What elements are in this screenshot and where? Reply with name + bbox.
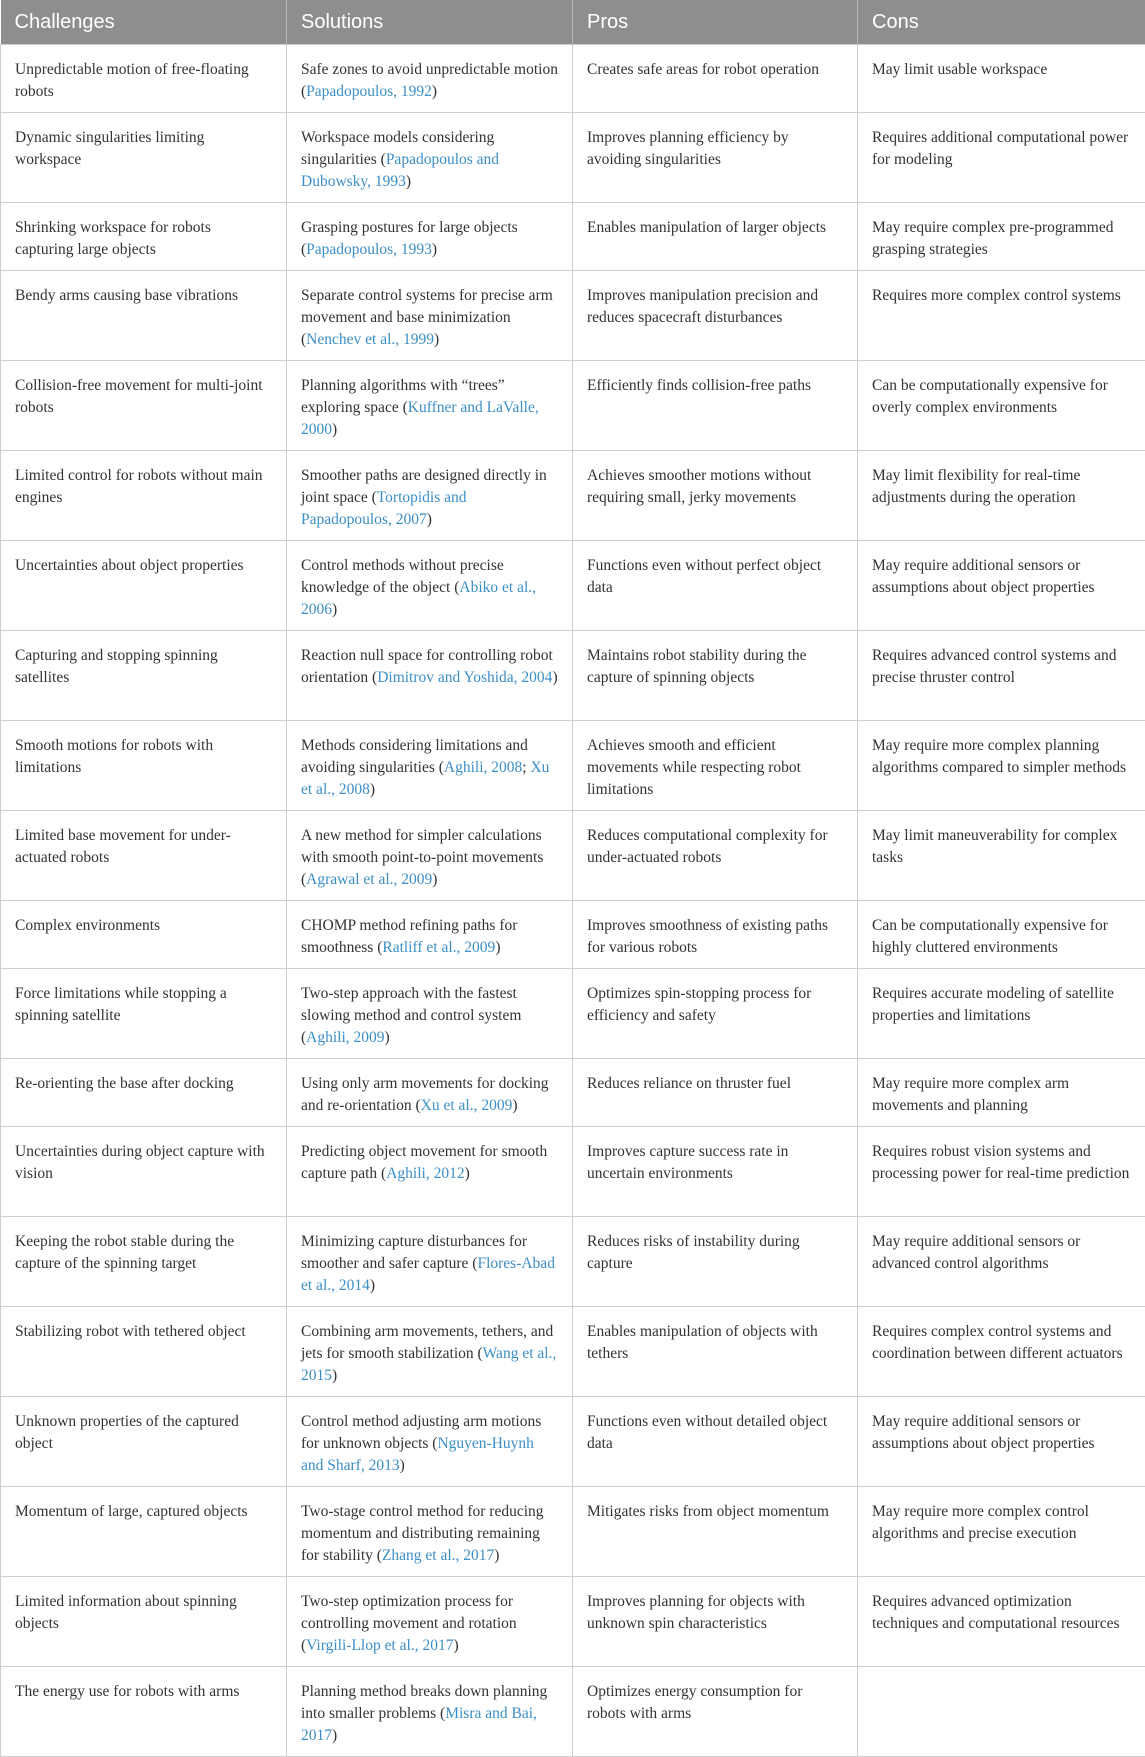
solution-end: ) [432, 871, 437, 888]
solution-cell [287, 451, 573, 541]
pro-cell: Creates safe areas for robot operation [573, 45, 858, 113]
solution-text: Two-stage control method for reducing momentum and distributing remaining for stability ( [301, 1503, 544, 1564]
challenge-cell: Re-orienting the base after docking [1, 1059, 287, 1127]
solution-cell [287, 1487, 573, 1577]
column-header-challenges: Challenges [1, 0, 287, 45]
pro-cell: Achieves smooth and efficient movements while respecting robot limitations [573, 721, 858, 811]
table-row [1, 1307, 1145, 1397]
challenge-cell: Capturing and stopping spinning satellites [1, 631, 287, 721]
table-row [1, 1397, 1145, 1487]
citation-link[interactable]: Aghili, 2008 [444, 759, 522, 776]
pro-cell: Reduces computational complexity for under-actuated robots [573, 811, 858, 901]
header-row [1, 0, 1145, 45]
solution-end: ) [332, 421, 337, 438]
solution-cell [287, 811, 573, 901]
solution-cell [287, 361, 573, 451]
pro-cell: Improves capture success rate in uncertain environments [573, 1127, 858, 1217]
solution-end: ) [432, 241, 437, 258]
solution-text: Planning algorithms with “trees” exploring space ( [301, 377, 505, 416]
challenge-cell: Collision-free movement for multi-joint robots [1, 361, 287, 451]
solution-end: ) [512, 1097, 517, 1114]
solution-end: ) [370, 1277, 375, 1294]
table-row [1, 1127, 1145, 1217]
citation-link[interactable]: Virgili-Llop et al., 2017 [306, 1637, 453, 1654]
citation-link[interactable]: Papadopoulos, 1993 [306, 241, 432, 258]
citation-link[interactable]: Papadopoulos, 1992 [306, 83, 432, 100]
con-cell [858, 1667, 1145, 1757]
solution-cell [287, 1059, 573, 1127]
solution-end: ) [495, 939, 500, 956]
solution-cell [287, 271, 573, 361]
citation-link[interactable]: Nguyen-Huynh and Sharf, 2013 [301, 1435, 534, 1474]
con-cell: May require more complex control algorithms and precise execution [858, 1487, 1145, 1577]
solution-end: ) [385, 1029, 390, 1046]
pro-cell: Improves planning for objects with unknown spin characteristics [573, 1577, 858, 1667]
solution-text: Control method adjusting arm motions for unknown objects ( [301, 1413, 541, 1452]
citation-link[interactable]: Ratliff et al., 2009 [382, 939, 495, 956]
solution-cell [287, 721, 573, 811]
solution-end: ) [494, 1547, 499, 1564]
pro-cell: Maintains robot stability during the capture of spinning objects [573, 631, 858, 721]
solution-text: Workspace models considering singularities ( [301, 129, 494, 168]
table-row [1, 811, 1145, 901]
solution-end: ) [370, 781, 375, 798]
citation-link[interactable]: Papadopoulos and Dubowsky, 1993 [301, 151, 499, 190]
con-cell: May require additional sensors or assumptions about object properties [858, 541, 1145, 631]
solution-cell [287, 1577, 573, 1667]
pro-cell: Improves manipulation precision and reduces spacecraft disturbances [573, 271, 858, 361]
pro-cell: Reduces reliance on thruster fuel [573, 1059, 858, 1127]
solution-cell [287, 901, 573, 969]
solution-text: Smoother paths are designed directly in joint space ( [301, 467, 547, 506]
solution-text: Separate control systems for precise arm movement and base minimization ( [301, 287, 553, 348]
con-cell: May limit usable workspace [858, 45, 1145, 113]
challenge-cell: Shrinking workspace for robots capturing large objects [1, 203, 287, 271]
pro-cell: Enables manipulation of larger objects [573, 203, 858, 271]
solution-end: ) [465, 1165, 470, 1182]
pro-cell: Mitigates risks from object momentum [573, 1487, 858, 1577]
citation-link[interactable]: Aghili, 2009 [306, 1029, 384, 1046]
table-row [1, 113, 1145, 203]
con-cell: May require additional sensors or assumptions about object properties [858, 1397, 1145, 1487]
challenge-cell: Dynamic singularities limiting workspace [1, 113, 287, 203]
con-cell: May require more complex planning algorithms compared to simpler methods [858, 721, 1145, 811]
column-header-pros: Pros [573, 0, 858, 45]
challenge-cell: Bendy arms causing base vibrations [1, 271, 287, 361]
solution-cell [287, 45, 573, 113]
table-row [1, 541, 1145, 631]
solution-text: Reaction null space for controlling robot orientation ( [301, 647, 553, 686]
solution-separator: ; [522, 759, 530, 776]
solution-text: Two-step approach with the fastest slowing method and control system ( [301, 985, 521, 1046]
table-row [1, 969, 1145, 1059]
solution-text: Two-step optimization process for controlling movement and rotation ( [301, 1593, 517, 1654]
con-cell: May limit maneuverability for complex tasks [858, 811, 1145, 901]
pro-cell: Efficiently finds collision-free paths [573, 361, 858, 451]
solution-text: Control methods without precise knowledge of the object ( [301, 557, 504, 596]
column-header-cons: Cons [858, 0, 1145, 45]
challenge-cell: Uncertainties during object capture with vision [1, 1127, 287, 1217]
solution-end: ) [552, 669, 557, 686]
table-row [1, 1217, 1145, 1307]
con-cell: Requires advanced optimization techniques and computational resources [858, 1577, 1145, 1667]
table-row [1, 901, 1145, 969]
solution-text: A new method for simpler calculations with smooth point-to-point movements ( [301, 827, 543, 888]
table-row [1, 1577, 1145, 1667]
challenge-cell: Unknown properties of the captured object [1, 1397, 287, 1487]
column-header-solutions: Solutions [287, 0, 573, 45]
solution-text: Minimizing capture disturbances for smoother and safer capture ( [301, 1233, 527, 1272]
citation-link[interactable]: Agrawal et al., 2009 [306, 871, 432, 888]
con-cell: May require additional sensors or advanced control algorithms [858, 1217, 1145, 1307]
solution-cell [287, 541, 573, 631]
challenge-cell: Keeping the robot stable during the capture of the spinning target [1, 1217, 287, 1307]
table-body [1, 45, 1145, 1757]
con-cell: May require complex pre-programmed grasping strategies [858, 203, 1145, 271]
challenge-cell: Limited information about spinning objects [1, 1577, 287, 1667]
solution-cell [287, 969, 573, 1059]
citation-link[interactable]: Wang et al., 2015 [301, 1345, 556, 1384]
table-row [1, 1667, 1145, 1757]
con-cell: Can be computationally expensive for overly complex environments [858, 361, 1145, 451]
challenge-cell: Limited base movement for under-actuated robots [1, 811, 287, 901]
solution-cell [287, 1307, 573, 1397]
citation-link[interactable]: Zhang et al., 2017 [382, 1547, 494, 1564]
solution-end: ) [427, 511, 432, 528]
citation-link[interactable]: Tortopidis and Papadopoulos, 2007 [301, 489, 467, 528]
table-row [1, 1059, 1145, 1127]
con-cell: Requires additional computational power for modeling [858, 113, 1145, 203]
pro-cell: Optimizes energy consumption for robots with arms [573, 1667, 858, 1757]
solution-cell [287, 1397, 573, 1487]
solution-text: Using only arm movements for docking and re-orientation ( [301, 1075, 549, 1114]
table-row [1, 721, 1145, 811]
challenge-cell: Momentum of large, captured objects [1, 1487, 287, 1577]
challenge-cell: Complex environments [1, 901, 287, 969]
pro-cell: Functions even without detailed object data [573, 1397, 858, 1487]
table-row [1, 203, 1145, 271]
solution-cell [287, 113, 573, 203]
solution-end: ) [332, 1727, 337, 1744]
solution-text: Planning method breaks down planning into smaller problems ( [301, 1683, 547, 1722]
solution-cell [287, 1667, 573, 1757]
solution-text: CHOMP method refining paths for smoothness ( [301, 917, 517, 956]
citation-link[interactable]: Dimitrov and Yoshida, 2004 [377, 669, 552, 686]
citation-link[interactable]: Misra and Bai, 2017 [301, 1705, 537, 1744]
solution-text: Safe zones to avoid unpredictable motion ( [301, 61, 558, 100]
pro-cell: Achieves smoother motions without requiring small, jerky movements [573, 451, 858, 541]
challenge-cell: Force limitations while stopping a spinning satellite [1, 969, 287, 1059]
solution-text: Grasping postures for large objects ( [301, 219, 518, 258]
challenge-cell: Limited control for robots without main engines [1, 451, 287, 541]
citation-link[interactable]: Abiko et al., 2006 [301, 579, 536, 618]
pro-cell: Optimizes spin-stopping process for efficiency and safety [573, 969, 858, 1059]
table-row [1, 631, 1145, 721]
con-cell: May limit flexibility for real-time adjustments during the operation [858, 451, 1145, 541]
table-row [1, 361, 1145, 451]
table-header [1, 0, 1145, 45]
pro-cell: Improves planning efficiency by avoiding singularities [573, 113, 858, 203]
pro-cell: Enables manipulation of objects with tethers [573, 1307, 858, 1397]
challenge-cell: Stabilizing robot with tethered object [1, 1307, 287, 1397]
citation-link[interactable]: Nenchev et al., 1999 [306, 331, 434, 348]
con-cell: Requires accurate modeling of satellite properties and limitations [858, 969, 1145, 1059]
citation-link[interactable]: Aghili, 2012 [386, 1165, 464, 1182]
solution-cell [287, 631, 573, 721]
solution-end: ) [400, 1457, 405, 1474]
solution-text: Methods considering limitations and avoiding singularities ( [301, 737, 528, 776]
challenge-cell: Smooth motions for robots with limitations [1, 721, 287, 811]
table-row [1, 451, 1145, 541]
solution-end: ) [453, 1637, 458, 1654]
solution-text: Predicting object movement for smooth capture path ( [301, 1143, 547, 1182]
table-row [1, 1487, 1145, 1577]
con-cell: Requires more complex control systems [858, 271, 1145, 361]
solution-end: ) [332, 1367, 337, 1384]
con-cell: May require more complex arm movements and planning [858, 1059, 1145, 1127]
challenge-cell: The energy use for robots with arms [1, 1667, 287, 1757]
citation-link[interactable]: Flores-Abad et al., 2014 [301, 1255, 555, 1294]
con-cell: Requires advanced control systems and precise thruster control [858, 631, 1145, 721]
con-cell: Requires complex control systems and coordination between different actuators [858, 1307, 1145, 1397]
solution-cell [287, 203, 573, 271]
citation-link[interactable]: Xu et al., 2008 [301, 759, 549, 798]
con-cell: Can be computationally expensive for highly cluttered environments [858, 901, 1145, 969]
pro-cell: Improves smoothness of existing paths for various robots [573, 901, 858, 969]
table-row [1, 45, 1145, 113]
challenge-cell: Unpredictable motion of free-floating robots [1, 45, 287, 113]
solution-cell [287, 1127, 573, 1217]
solution-cell [287, 1217, 573, 1307]
challenge-cell: Uncertainties about object properties [1, 541, 287, 631]
solution-end: ) [432, 83, 437, 100]
solution-end: ) [406, 173, 411, 190]
citation-link[interactable]: Xu et al., 2009 [421, 1097, 513, 1114]
table-row [1, 271, 1145, 361]
solution-end: ) [434, 331, 439, 348]
solution-text: Combining arm movements, tethers, and jets for smooth stabilization ( [301, 1323, 553, 1362]
citation-link[interactable]: Kuffner and LaValle, 2000 [301, 399, 539, 438]
pro-cell: Functions even without perfect object data [573, 541, 858, 631]
con-cell: Requires robust vision systems and processing power for real-time prediction [858, 1127, 1145, 1217]
solution-end: ) [332, 601, 337, 618]
pro-cell: Reduces risks of instability during capture [573, 1217, 858, 1307]
